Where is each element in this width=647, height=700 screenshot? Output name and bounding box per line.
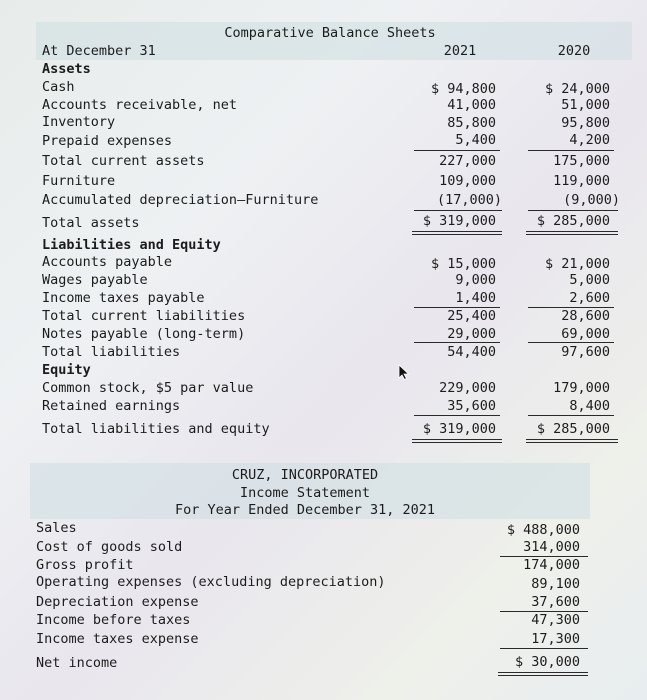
row-label: Furniture (42, 173, 116, 189)
assets-heading: Assets (42, 61, 91, 77)
is-value: 47,300 (531, 612, 580, 628)
underline (528, 150, 614, 151)
is-value: 89,100 (531, 576, 580, 592)
row-label: Prepaid expenses (42, 133, 173, 149)
row-label: Inventory (42, 114, 116, 130)
value-2021: 35,600 (447, 398, 496, 414)
value-2020: 119,000 (553, 173, 610, 189)
value-2021: $ 15,000 (430, 256, 496, 272)
equity-heading: Equity (42, 362, 91, 378)
value-2020: 5,000 (569, 272, 610, 288)
double-underline (526, 439, 618, 443)
is-value: 314,000 (523, 539, 580, 555)
cash-2021: $ 94,800 (430, 81, 496, 97)
value-2020: 97,600 (561, 344, 610, 360)
is-row-label: Income before taxes (36, 612, 191, 628)
double-underline (526, 231, 618, 235)
row-label: Total current assets (42, 153, 205, 169)
row-label: Total liabilities (42, 344, 181, 360)
cash-2020: $ 24,000 (544, 81, 610, 97)
underline (414, 150, 500, 151)
row-label: Retained earnings (42, 398, 181, 414)
total-liab-equity-2021: $ 319,000 (422, 421, 496, 437)
date-label: At December 31 (42, 43, 156, 59)
value-2020: $ 21,000 (544, 256, 610, 272)
row-label: Total assets (42, 215, 140, 231)
double-underline (412, 439, 502, 443)
value-2021: 227,000 (439, 153, 496, 169)
is-row-label: Net income (36, 655, 118, 671)
is-value: 37,600 (531, 594, 580, 610)
row-label: Accumulated depreciation—Furniture (42, 192, 319, 208)
underline (528, 415, 614, 416)
company-name: CRUZ, INCORPORATED (231, 467, 379, 483)
row-label: Income taxes payable (42, 290, 205, 306)
value-2021: 229,000 (439, 380, 496, 396)
row-label: Accounts receivable, net (42, 97, 238, 113)
underline (500, 648, 588, 649)
is-row-label: Income taxes expense (36, 631, 199, 647)
income-statement-title: Income Statement (239, 485, 371, 501)
value-2021: 29,000 (447, 326, 496, 342)
income-statement-period: For Year Ended December 31, 2021 (174, 502, 436, 518)
row-label: Notes payable (long-term) (42, 326, 246, 342)
value-2021: 5,400 (455, 132, 496, 148)
is-value: 17,300 (531, 631, 580, 647)
underline (414, 342, 500, 343)
underline (528, 342, 614, 343)
is-row-label: Cost of goods sold (36, 539, 183, 555)
double-underline (498, 672, 588, 676)
year-2020-header: 2020 (557, 43, 591, 59)
is-row-label: Depreciation expense (36, 594, 199, 610)
value-2021: 109,000 (439, 173, 496, 189)
underline (414, 415, 500, 416)
row-label: Total current liabilities (42, 308, 246, 324)
total-assets-2020: $ 285,000 (536, 213, 610, 229)
balance-sheet-title: Comparative Balance Sheets (224, 25, 436, 41)
value-2021: 85,800 (447, 115, 496, 131)
underline (414, 210, 502, 211)
row-label: Cash (42, 79, 75, 95)
year-2021-header: 2021 (443, 43, 477, 59)
row-label: Common stock, $5 par value (42, 380, 254, 396)
value-2021: 41,000 (447, 97, 496, 113)
value-2020: 51,000 (561, 97, 610, 113)
value-2020: 2,600 (569, 290, 610, 306)
sales-value: $ 488,000 (506, 522, 580, 538)
is-value: 174,000 (523, 557, 580, 573)
row-label: Accounts payable (42, 254, 173, 270)
row-label: Total liabilities and equity (42, 421, 270, 437)
row-label: Wages payable (42, 272, 148, 288)
underline (528, 210, 618, 211)
value-2021: 1,400 (455, 290, 496, 306)
mouse-pointer-icon (398, 364, 410, 380)
value-2020: 95,800 (561, 115, 610, 131)
total-liab-equity-2020: $ 285,000 (536, 421, 610, 437)
value-2020: 4,200 (569, 132, 610, 148)
value-2020: (9,000) (563, 192, 620, 208)
double-underline (412, 231, 502, 235)
value-2020: 175,000 (553, 153, 610, 169)
value-2021: (17,000) (436, 192, 502, 208)
value-2020: 8,400 (569, 398, 610, 414)
value-2021: 54,400 (447, 344, 496, 360)
is-row-label: Sales (36, 520, 77, 536)
value-2021: 9,000 (455, 272, 496, 288)
is-row-label: Gross profit (36, 557, 134, 573)
value-2020: 179,000 (553, 380, 610, 396)
is-row-label: Operating expenses (excluding depreciation) (36, 574, 386, 590)
value-2020: 28,600 (561, 308, 610, 324)
value-2021: 25,400 (447, 308, 496, 324)
liabilities-heading: Liabilities and Equity (42, 237, 221, 253)
total-assets-2021: $ 319,000 (422, 213, 496, 229)
value-2020: 69,000 (561, 326, 610, 342)
net-income-value: $ 30,000 (514, 654, 580, 670)
